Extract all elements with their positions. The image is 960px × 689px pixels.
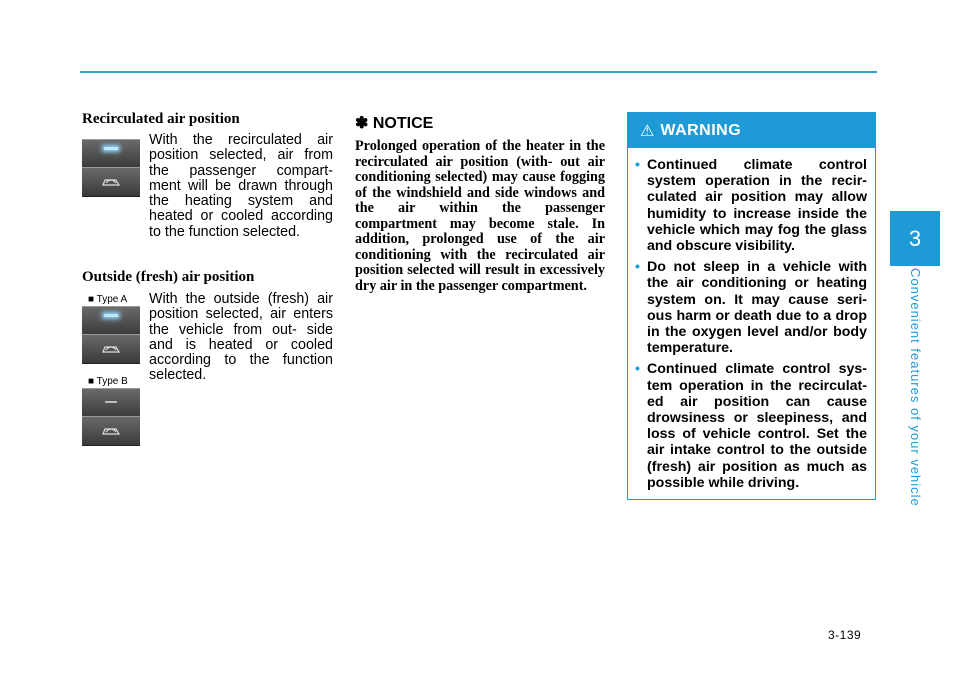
bullet-icon: • — [635, 361, 640, 378]
car-fresh-air-icon — [100, 423, 122, 439]
warning-box — [627, 112, 876, 500]
indicator-off-icon — [105, 401, 117, 403]
warning-triangle-icon: ⚠ — [640, 122, 655, 140]
type-a-label: ■ Type A — [88, 294, 128, 305]
bullet-icon: • — [635, 259, 640, 276]
outside-button-image-a — [82, 306, 140, 336]
warning-item: • Continued climate control sys- tem operation in the recirculat- ed air position can cause drowsiness or sleepiness, and loss of vehicle control. Set the air intake control to the outside (fresh) air position as much as possible while driving. — [635, 361, 867, 491]
indicator-light-icon — [104, 314, 118, 317]
car-recirc-button-image — [82, 167, 140, 197]
car-fresh-air-icon — [100, 341, 122, 357]
chapter-title: Convenient features of your vehicle — [908, 268, 923, 507]
car-button-image-b — [82, 416, 140, 446]
outside-button-image-b — [82, 388, 140, 418]
notice-section — [355, 113, 605, 294]
warning-list — [628, 148, 875, 491]
recirculated-button-image — [82, 139, 140, 169]
outside-heading: Outside (fresh) air position — [82, 269, 255, 285]
recirculated-heading: Recirculated air position — [82, 111, 240, 127]
chapter-number: 3 — [908, 225, 922, 251]
header-rule — [80, 71, 877, 73]
type-b-label: ■ Type B — [88, 376, 128, 387]
indicator-light-icon — [104, 147, 118, 150]
car-recirculation-icon — [100, 174, 122, 190]
chapter-tab — [890, 211, 940, 266]
bullet-icon: • — [635, 157, 640, 173]
warning-item: • Continued climate control system operation in the recir- culated air position may allow humidity to increase inside the vehicle which may fog the glass and obscure visibility. — [635, 157, 867, 255]
notice-body: Prolonged operation of the heater in the recirculated air position (with- out air conditioning selected) may cause fogging of the windshield and side windows and the air within the passenger compartment may become stale. In addition, prolonged use of the air conditioning with the recirculated air position selected will result in excessively dry air in the passenger compartment. — [355, 138, 605, 294]
car-button-image-a — [82, 334, 140, 364]
warning-title: WARNING — [660, 121, 742, 139]
page-number: 3-139 — [828, 628, 862, 642]
warning-header — [628, 113, 875, 148]
warning-item: • Do not sleep in a vehicle with the air conditioning or heating system on. It may cause seri- ous harm or death due to a drop in the oxygen level and/or body temperature. — [635, 259, 867, 357]
recirculated-body: With the recirculated air position selected, air from the passenger compart- ment will be drawn through the heating system and heated or cooled according to the function selected. — [149, 132, 333, 240]
notice-title: ✽ NOTICE — [355, 115, 434, 132]
outside-body: With the outside (fresh) air position selected, air enters the vehicle from out- side and is heated or cooled according to the function selected. — [149, 291, 333, 384]
